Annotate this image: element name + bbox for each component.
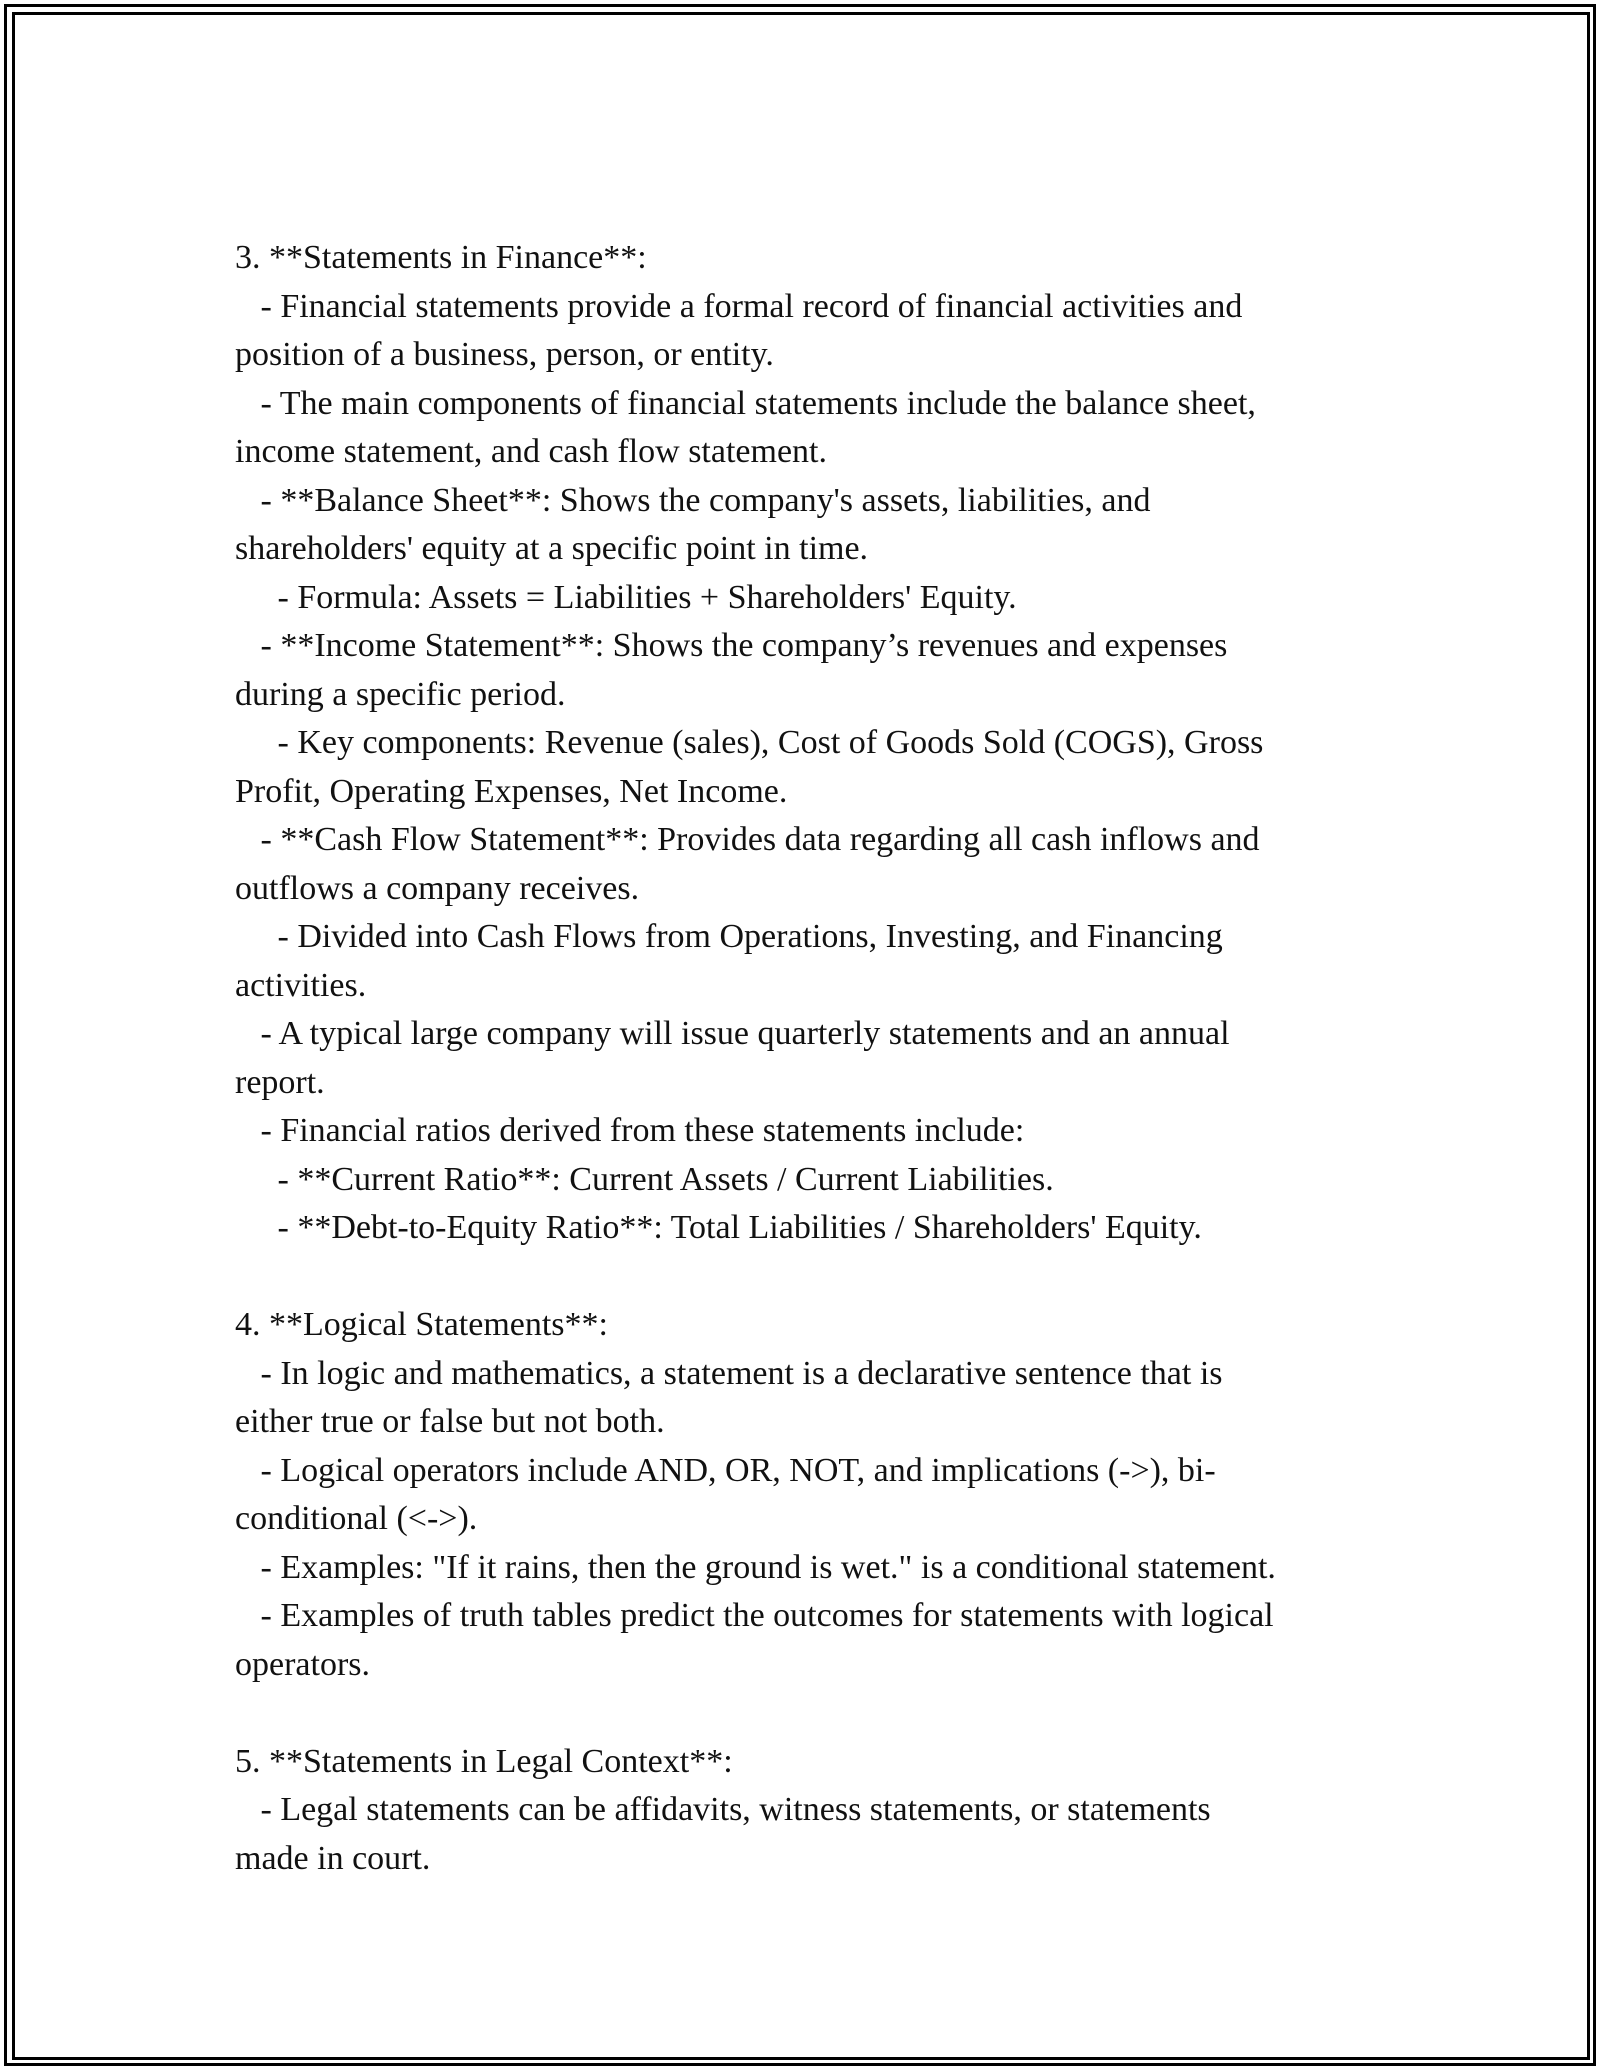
text-line: made in court. (235, 1839, 431, 1877)
text-line: - In logic and mathematics, a statement is a declarative sentence that is (235, 1354, 1223, 1392)
text-line: - Financial ratios derived from these statements include: (235, 1112, 1025, 1149)
text-line: - Examples of truth tables predict the outcomes for statements with logical (235, 1597, 1274, 1634)
text-line: - **Debt-to-Equity Ratio**: Total Liabilities / Shareholders' Equity. (235, 1209, 1202, 1246)
text-line: - The main components of financial statements include the balance sheet, (235, 384, 1256, 422)
text-line: - Examples: "If it rains, then the ground is wet." is a conditional statement. (235, 1548, 1276, 1586)
text-line: - **Income Statement**: Shows the company’s revenues and expenses (235, 627, 1228, 664)
text-line: position of a business, person, or entity. (235, 336, 774, 373)
text-line: during a specific period. (235, 675, 566, 713)
text-line: - Formula: Assets = Liabilities + Shareholders' Equity. (235, 578, 1017, 616)
text-line: Profit, Operating Expenses, Net Income. (235, 772, 788, 810)
text-line: 5. **Statements in Legal Context**: (235, 1742, 733, 1780)
text-line: outflows a company receives. (235, 869, 640, 907)
text-line: - A typical large company will issue quarterly statements and an annual (235, 1015, 1230, 1052)
text-line: 3. **Statements in Finance**: (235, 239, 647, 276)
blank-line (235, 1689, 1385, 1738)
text-line: - Logical operators include AND, OR, NOT, and implications (->), bi- (235, 1451, 1216, 1489)
text-line: - Legal statements can be affidavits, witness statements, or statements (235, 1791, 1211, 1828)
text-line: activities. (235, 966, 367, 1004)
text-line: - Key components: Revenue (sales), Cost of Goods Sold (COGS), Gross (235, 724, 1264, 761)
text-line: 4. **Logical Statements**: (235, 1306, 608, 1343)
text-line: - **Balance Sheet**: Shows the company's assets, liabilities, and (235, 481, 1151, 519)
text-line: - Financial statements provide a formal record of financial activities and (235, 287, 1243, 325)
text-line: income statement, and cash flow statement. (235, 433, 827, 470)
text-line: conditional (<->). (235, 1500, 478, 1537)
text-line: operators. (235, 1645, 371, 1683)
text-line: - Divided into Cash Flows from Operations, Investing, and Financing (235, 918, 1223, 955)
text-line: report. (235, 1063, 325, 1101)
blank-line (235, 1253, 1385, 1302)
document-body (235, 234, 1385, 1883)
text-line: shareholders' equity at a specific point in time. (235, 530, 869, 567)
text-line: - **Current Ratio**: Current Assets / Current Liabilities. (235, 1160, 1054, 1198)
text-line: either true or false but not both. (235, 1403, 665, 1440)
text-line: - **Cash Flow Statement**: Provides data regarding all cash inflows and (235, 821, 1260, 858)
